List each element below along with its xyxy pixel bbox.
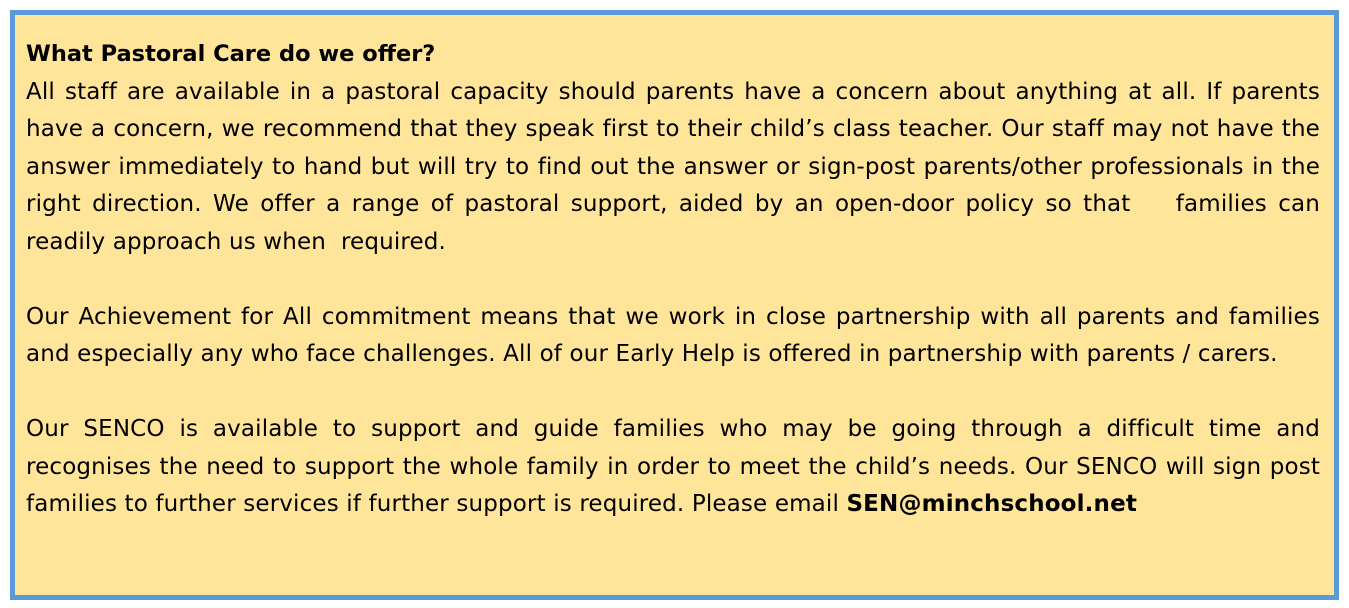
senco-text: Our SENCO is available to support and guide families who may be going through a difficult time and recognises the need to support the whole family in order to meet the child’s needs. Our SENCO will sign post families to further services if further support is required. Please email bbox=[26, 416, 1320, 517]
paragraph-senco bbox=[26, 411, 1320, 524]
paragraph-staff-availability: All staff are available in a pastoral capacity should parents have a concern about anything at all. If parents have a concern, we recommend that they speak first to their child’s class teacher. Our staff may not have the answer immediately to hand but will try to find out the answer or sign-post parents/other professionals in the right direction. We offer a range of pastoral support, aided by an open-door policy so that families can readily approach us when required. bbox=[26, 78, 1328, 255]
paragraph-achievement-for-all: Our Achievement for All commitment means that we work in close partnership with all parents and families and especially any who face challenges. All of our Early Help is offered in partnership with parents / carers. bbox=[26, 303, 1320, 367]
senco-email[interactable]: SEN@minchschool.net bbox=[846, 491, 1137, 517]
pastoral-care-panel bbox=[10, 10, 1339, 600]
section-heading: What Pastoral Care do we offer? bbox=[26, 41, 436, 67]
